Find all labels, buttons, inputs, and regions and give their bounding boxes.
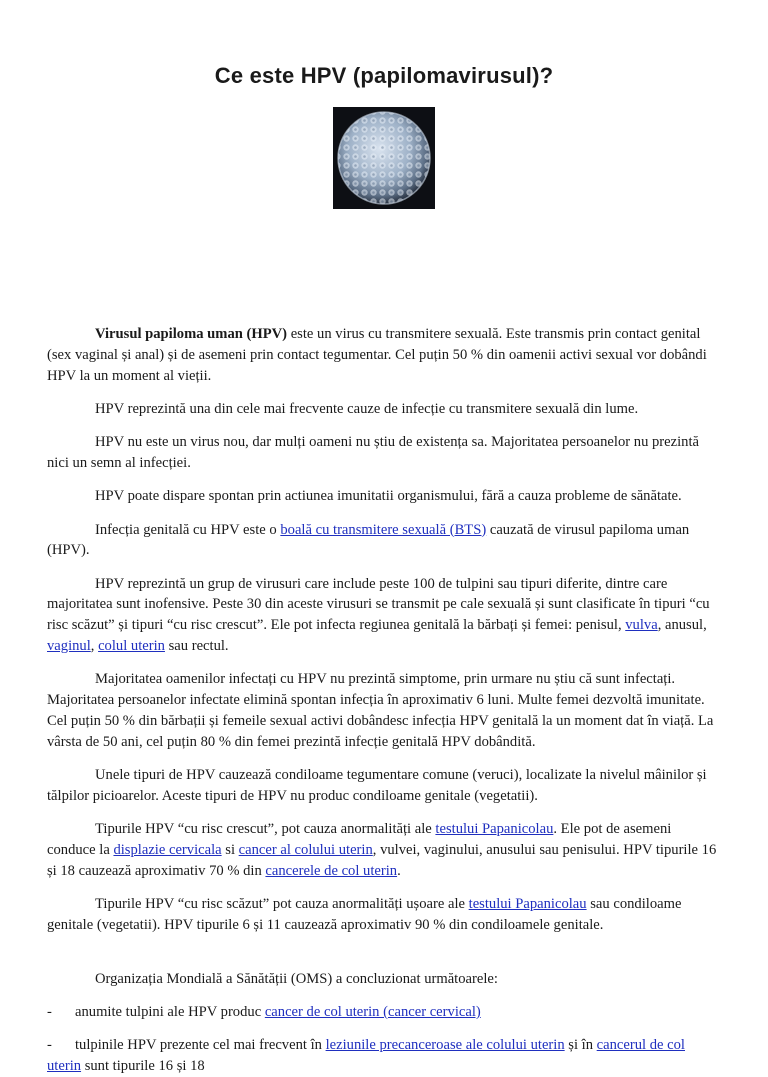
paragraph-5: Infecția genitală cu HPV este o boală cu transmitere sexuală (BTS) cauzată de virusul papiloma uman (HPV). [47,521,690,559]
list-item: - tulpinile HPV prezente cel mai frecvent în leziunile precanceroase ale colului uterin și în cancerul de col uterin sunt tipurile 16 și 18 [47,1037,685,1075]
paragraph-9: Tipurile HPV “cu risc crescut”, pot cauza anormalități ale testului Papanicolau. Ele pot de asemeni conduce la displazie cervicala si cancer al colului uterin, vulvei, vaginului, anusului sau penisului. HPV tipurile 16 și 18 cauzează aproximativ 70 % din cancerele de col uterin. [47,821,717,879]
page-title: Ce este HPV (papilomavirusul)? [214,63,554,88]
papilomavirus-image [331,105,437,211]
paragraph-4: HPV poate dispare spontan prin actiunea imunitatii organismului, fără a cauza probleme de sănătate. [95,488,682,505]
link-colul-uterin[interactable]: colul uterin [98,638,165,655]
link-vaginul[interactable]: vaginul [47,638,91,655]
intro-text: este un virus cu transmitere sexuală. Este transmis prin contact genital (sex vaginal și anal) și de asemeni prin contact tegumentar. Cel puțin 50 % din oamenii activi sexual vor dobândi HPV la un moment al vieții. [47,326,707,384]
link-leziunile-precanceroase[interactable]: leziunile precanceroase ale colului uterin [325,1037,565,1054]
paragraph-6: HPV reprezintă un grup de virusuri care include peste 100 de tulpini sau tipuri diferite, dintre care majoritatea sunt inofensive. Peste 30 din aceste virusuri se transmit pe cale sexuală și sunt clasificate în tipuri “cu risc scăzut” și tipuri “cu risc crescut”. Ele pot infecta regiunea genitală la bărbați și femei: penisul, vulva, anusul, vaginul, colul uterin sau rectul. [47,575,710,655]
image-container [47,105,721,211]
paragraph-oms: Organizația Mondială a Sănătății (OMS) a concluzionat următoarele: [95,970,498,987]
paragraph-3: HPV nu este un virus nou, dar mulți oameni nu știu de existența sa. Majoritatea persoanelor nu prezintă nici un semn al infecției. [47,434,700,471]
paragraph-10: Tipurile HPV “cu risc scăzut” pot cauza anormalități ușoare ale testului Papanicolau sau condiloame genitale (vegetatii). HPV tipurile 6 și 11 cauzează aproximativ 90 % din condiloamele genitale. [47,896,682,933]
list-item: - anumite tulpini ale HPV produc cancer de col uterin (cancer cervical) [47,1002,721,1023]
intro-bold-lead: Virusul papiloma uman (HPV) [95,326,288,342]
link-cancer-colului-uterin[interactable]: cancer al colului uterin [238,841,373,858]
link-bts[interactable]: boală cu transmitere sexuală (BTS) [280,521,487,538]
paragraph-7: Majoritatea oamenilor infectați cu HPV nu prezintă simptome, prin urmare nu știu că sunt infectați. Majoritatea persoanelor infectate elimină spontan infecția în aproximativ 6 luni. Multe femei dezvoltă imunitate. Cel puțin 50 % din bărbații și femeile sexual activi dobândesc infecția HPV genitală la un moment dat în viață. La vârsta de 50 ani, cel puțin 80 % din femei prezintă infecție genitală HPV dobândită. [47,671,714,750]
paragraph-2: HPV reprezintă una din cele mai frecvente cauze de infecție cu transmitere sexuală din lume. [95,400,639,417]
link-cancerele-col-uterin[interactable]: cancerele de col uterin [265,862,398,879]
link-cancerul-col-uterin[interactable]: cancerul de col uterin [47,1037,685,1075]
bullet-dash: - [47,1037,52,1054]
link-cancer-col-uterin[interactable]: cancer de col uterin (cancer cervical) [264,1003,481,1020]
link-testul-papanicolau-2[interactable]: testului Papanicolau [468,896,587,913]
link-displazie-cervicala[interactable]: displazie cervicala [113,841,222,858]
virus-illustration-icon [333,107,435,209]
paragraph-8: Unele tipuri de HPV cauzează condiloame tegumentare comune (veruci), localizate la nivelul mâinilor și tălpilor picioarelor. Aceste tipuri de HPV nu produc condiloame genitale (vegetatii). [47,767,707,804]
bullet-dash: - [47,1003,52,1020]
paragraph-intro [47,324,721,386]
link-testul-papanicolau[interactable]: testului Papanicolau [435,821,554,838]
link-vulva[interactable]: vulva [625,617,658,634]
